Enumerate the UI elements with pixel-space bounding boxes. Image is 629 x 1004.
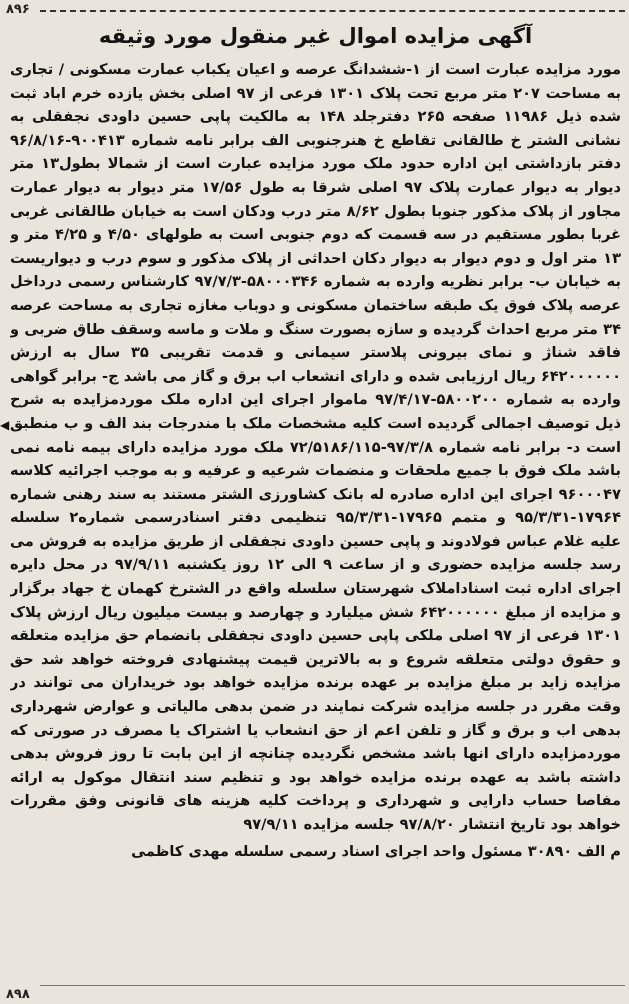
page-number-top: ۸۹۶ (6, 2, 30, 17)
side-arrow-icon: ◀ (0, 418, 10, 432)
top-divider (40, 10, 625, 12)
bottom-divider (40, 985, 625, 986)
page-number-bottom: ۸۹۸ (6, 987, 30, 1002)
auction-notice (10, 22, 621, 982)
notice-title: آگهی مزایده اموال غیر منقول مورد وثیقه (98, 24, 533, 48)
notice-signature: م الف ۳۰۸۹۰ مسئول واحد اجرای اسناد رسمی سلسله مهدی کاظمی (131, 842, 621, 860)
notice-body: مورد مزایده عبارت است از ۱-ششدانگ عرصه و اعیان یکباب عمارت مسکونی / تجاری به مساحت ۲۰۷ متر مربع تحت پلاک ۱۳۰۱ فرعی از ۹۷ اصلی بخش یازده خرم اباد ثبت شده ذیل ۱۱۹۸۶ صفحه ۲۶۵ دفترجلد ۱۴۸ به مالکیت پاپی حسین داودی نجفقلی به نشانی الشتر خ طالقانی تقاطع خ هنرجنوبی الف برابر نامه شماره ۹۰۰۴۱۳-۹۶/۸/۱۶ دفتر بازداشتی این اداره حدود ملک مورد مزایده عبارت است از شمالا بطول۱۳ متر دیوار به دیوار عمارت پلاک ۹۷ اصلی شرقا به طول ۱۷/۵۶ متر دیوار به دیوار عمارت مجاور از پلاک مذکور جنوبا بطول ۸/۶۲ متر درب ودکان است به خیابان طالقانی غربی غربا بطور مستقیم در سه قسمت که دوم جنوبی است به طولهای ۴/۵۰ و ۴/۲۵ متر و ۱۳ متر اول و دوم دیوار به دیوار دکان احداثی از پلاک مذکور و سوم درب و دیواریست به خیابان ب- برابر نظریه وارده به شماره ۵۸۰۰۰۳۴۶-۹۷/۷/۳ کارشناس رسمی درداخل عرصه پلاک فوق یک طبقه ساختمان مسکونی و دوباب مغازه تجاری به مساحت عرصه ۳۴ متر مربع احداث گردیده و سازه بصورت سنگ و ملات و ماسه وسقف طاق ضربی و فاقد شناژ و نمای بیرونی پلاستر سیمانی و قدمت تقریبی ۳۵ سال به ارزش ۶۴۲۰۰۰۰۰۰ ریال ارزیابی شده و دارای انشعاب اب برق و گاز می باشد ج- برابر گواهی وارده به شماره ۵۸۰۰۲۰۰-۹۷/۴/۱۷ ماموار اجرای این اداره ملک موردمزایده به شرح ذیل توصیف اجمالی گردیده است کلیه مشخصات ملک با مندرجات بند الف و ب منطبق است د- برابر نامه شماره ۹۷/۳/۸-۷۲/۵۱۸۶/۱۱۵ ملک مورد مزایده دارای بیمه نامه نمی باشد ملک فوق با جمیع ملحقات و منضمات شرعیه و عرفیه و به موجب اجرائیه کلاسه ۹۶۰۰۰۴۷ اجرای این اداره صادره له بانک کشاورزی الشتر مستند به سند رهنی شماره ۱۷۹۶۴-۹۵/۳/۳۱ و متمم ۱۷۹۶۵-۹۵/۳/۳۱ تنظیمی دفتر اسنادرسمی شماره۲ سلسله علیه غلام عباس فولادوند و پاپی حسین داودی نجفقلی از طریق مزایده به فروش می رسد جلسه مزایده حضوری و از ساعت ۹ الی ۱۲ روز یکشنبه ۹۷/۹/۱۱ در محل دایره اجرای اداره ثبت اسناداملاک شهرستان سلسله واقع در الشترخ کهمان خ جهاد برگزار و مزایده از مبلغ ۶۴۲۰۰۰۰۰۰ شش میلیارد و چهارصد و بیست میلیون ریال ارزش پلاک ۱۳۰۱ فرعی از ۹۷ اصلی ملکی پاپی حسین داودی نجفقلی بانضمام حق مزایده متعلقه و حقوق دولتی متعلقه شروع و به بالاترین قیمت پیشنهادی فروخته خواهد شد حق مزایده زاید بر مبلغ مزایده بر عهده برنده مزایده خواهد بود خریداران می توانند در وقت مقرر در جلسه مزایده شرکت نمایند در ضمن بدهی مالیاتی و عوارض شهرداری بدهی اب و برق و گاز و تلفن اعم از حق انشعاب یا اشتراک یا مصرف در صورتی که موردمزایده دارای انها باشد مشخص نگردیده چنانچه از این بابت تا روز فروش بدهی داشته باشد به عهده برنده مزایده خواهد بود و تنظیم سند انتقال موکول به ارائه مفاصا حساب دارایی و شهرداری و پرداخت کلیه هزینه های قانونی وفق مقررات خواهد بود تاریخ انتشار ۹۷/۸/۲۰ جلسه مزایده ۹۷/۹/۱۱ (10, 61, 621, 833)
